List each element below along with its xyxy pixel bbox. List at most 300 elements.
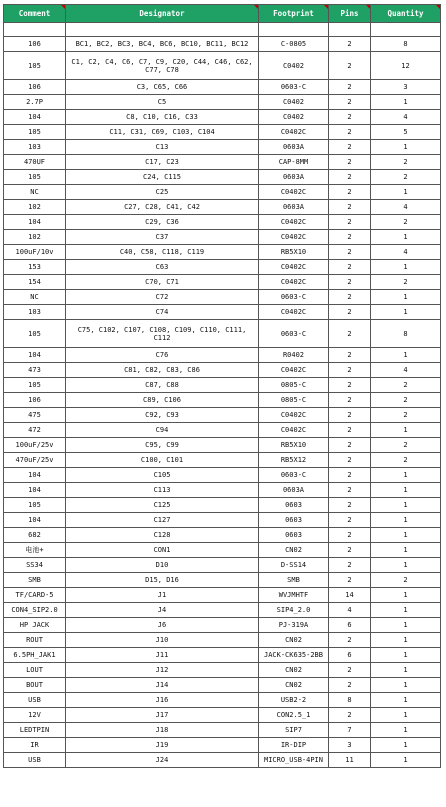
quantity-cell[interactable]: 1 — [371, 498, 441, 513]
comment-flag-icon — [436, 5, 440, 9]
comment-cell[interactable]: 2.7P — [4, 95, 66, 110]
pins-cell[interactable]: 6 — [329, 618, 371, 633]
table-row — [4, 363, 441, 378]
pins-cell[interactable]: 2 — [329, 558, 371, 573]
pins-cell[interactable]: 2 — [329, 170, 371, 185]
designator-cell[interactable]: D15, D16 — [66, 573, 259, 588]
quantity-cell[interactable]: 2 — [371, 453, 441, 468]
pins-cell[interactable]: 2 — [329, 215, 371, 230]
quantity-cell[interactable]: 1 — [371, 185, 441, 200]
comment-cell[interactable]: 470uF/25v — [4, 453, 66, 468]
table-row — [4, 468, 441, 483]
table-row — [4, 483, 441, 498]
quantity-cell[interactable]: 1 — [371, 618, 441, 633]
quantity-cell[interactable]: 1 — [371, 305, 441, 320]
pins-cell[interactable]: 2 — [329, 200, 371, 215]
pins-cell[interactable]: 2 — [329, 320, 371, 348]
quantity-cell[interactable]: 8 — [371, 320, 441, 348]
comment-cell[interactable]: USB — [4, 693, 66, 708]
footprint-cell[interactable]: CAP-8MM — [259, 155, 329, 170]
pins-cell[interactable]: 2 — [329, 245, 371, 260]
table-row — [4, 378, 441, 393]
table-row — [4, 438, 441, 453]
table-row — [4, 305, 441, 320]
designator-cell[interactable]: J4 — [66, 603, 259, 618]
footprint-cell[interactable]: C0402C — [259, 230, 329, 245]
table-row — [4, 245, 441, 260]
comment-flag-icon — [324, 5, 328, 9]
comment-cell[interactable]: 电池+ — [4, 543, 66, 558]
blank-row — [4, 23, 441, 37]
footprint-cell[interactable]: JACK-CK635-2BB — [259, 648, 329, 663]
table-row — [4, 633, 441, 648]
footprint-cell[interactable]: PJ-319A — [259, 618, 329, 633]
designator-cell[interactable]: C17, C23 — [66, 155, 259, 170]
comment-cell[interactable]: 105 — [4, 170, 66, 185]
quantity-cell[interactable]: 1 — [371, 738, 441, 753]
quantity-cell[interactable]: 1 — [371, 663, 441, 678]
pins-cell[interactable]: 2 — [329, 708, 371, 723]
table-row — [4, 215, 441, 230]
table-row — [4, 275, 441, 290]
quantity-cell[interactable]: 1 — [371, 753, 441, 768]
footprint-cell[interactable]: C0402 — [259, 95, 329, 110]
pins-cell[interactable]: 2 — [329, 543, 371, 558]
table-row — [4, 320, 441, 348]
quantity-cell[interactable]: 1 — [371, 708, 441, 723]
quantity-cell[interactable]: 1 — [371, 528, 441, 543]
quantity-cell[interactable]: 1 — [371, 603, 441, 618]
comment-cell[interactable]: USB — [4, 753, 66, 768]
designator-cell[interactable]: C3, C65, C66 — [66, 80, 259, 95]
quantity-cell[interactable]: 1 — [371, 140, 441, 155]
cell[interactable] — [329, 23, 371, 37]
designator-cell[interactable]: D10 — [66, 558, 259, 573]
designator-cell[interactable]: C72 — [66, 290, 259, 305]
comment-cell[interactable]: 105 — [4, 378, 66, 393]
comment-cell[interactable]: 473 — [4, 363, 66, 378]
comment-cell[interactable]: 475 — [4, 408, 66, 423]
quantity-cell[interactable]: 2 — [371, 215, 441, 230]
quantity-cell[interactable]: 2 — [371, 408, 441, 423]
footprint-cell[interactable]: CN02 — [259, 678, 329, 693]
pins-cell[interactable]: 2 — [329, 125, 371, 140]
designator-cell[interactable]: C70, C71 — [66, 275, 259, 290]
designator-cell[interactable]: BC1, BC2, BC3, BC4, BC6, BC10, BC11, BC12 — [66, 37, 259, 52]
pins-cell[interactable]: 2 — [329, 230, 371, 245]
footprint-cell[interactable]: SIP7 — [259, 723, 329, 738]
table-row — [4, 558, 441, 573]
designator-cell[interactable]: J24 — [66, 753, 259, 768]
header-footprint[interactable]: Footprint — [259, 5, 329, 23]
footprint-cell[interactable]: C0402C — [259, 260, 329, 275]
comment-cell[interactable]: 103 — [4, 305, 66, 320]
pins-cell[interactable]: 2 — [329, 573, 371, 588]
footprint-cell[interactable]: RB5X10 — [259, 245, 329, 260]
footprint-cell[interactable]: 0603-C — [259, 80, 329, 95]
pins-cell[interactable]: 2 — [329, 453, 371, 468]
designator-cell[interactable]: C8, C10, C16, C33 — [66, 110, 259, 125]
comment-cell[interactable]: ROUT — [4, 633, 66, 648]
comment-cell[interactable]: 102 — [4, 230, 66, 245]
comment-cell[interactable]: HP JACK — [4, 618, 66, 633]
designator-cell[interactable]: J19 — [66, 738, 259, 753]
table-row — [4, 648, 441, 663]
quantity-cell[interactable]: 1 — [371, 648, 441, 663]
pins-cell[interactable]: 2 — [329, 52, 371, 80]
comment-cell[interactable]: 470UF — [4, 155, 66, 170]
table-row — [4, 588, 441, 603]
comment-cell[interactable]: 154 — [4, 275, 66, 290]
footprint-cell[interactable]: USB2-2 — [259, 693, 329, 708]
table-row — [4, 37, 441, 52]
designator-cell[interactable]: C87, C88 — [66, 378, 259, 393]
comment-cell[interactable]: NC — [4, 185, 66, 200]
footprint-cell[interactable]: C0402 — [259, 110, 329, 125]
footprint-cell[interactable]: SMB — [259, 573, 329, 588]
table-row — [4, 140, 441, 155]
designator-cell[interactable]: C81, C82, C83, C86 — [66, 363, 259, 378]
quantity-cell[interactable]: 1 — [371, 468, 441, 483]
comment-cell[interactable]: 104 — [4, 110, 66, 125]
table-row — [4, 95, 441, 110]
comment-cell[interactable]: 104 — [4, 513, 66, 528]
designator-cell[interactable]: C40, C58, C118, C119 — [66, 245, 259, 260]
quantity-cell[interactable]: 2 — [371, 378, 441, 393]
footprint-cell[interactable]: D-SS14 — [259, 558, 329, 573]
designator-cell[interactable]: C75, C102, C107, C108, C109, C110, C111, C112 — [66, 320, 259, 348]
table-row — [4, 513, 441, 528]
table-row — [4, 618, 441, 633]
quantity-cell[interactable]: 2 — [371, 275, 441, 290]
bom-table — [3, 4, 441, 768]
table-row — [4, 693, 441, 708]
cell[interactable] — [371, 23, 441, 37]
footprint-cell[interactable]: RB5X10 — [259, 438, 329, 453]
quantity-cell[interactable]: 1 — [371, 588, 441, 603]
designator-cell[interactable]: C74 — [66, 305, 259, 320]
comment-cell[interactable]: 472 — [4, 423, 66, 438]
quantity-cell[interactable]: 1 — [371, 693, 441, 708]
comment-cell[interactable]: SMB — [4, 573, 66, 588]
table-row — [4, 603, 441, 618]
pins-cell[interactable]: 2 — [329, 408, 371, 423]
table-row — [4, 200, 441, 215]
designator-cell[interactable]: C29, C36 — [66, 215, 259, 230]
designator-cell[interactable]: C92, C93 — [66, 408, 259, 423]
designator-cell[interactable]: J1 — [66, 588, 259, 603]
table-row — [4, 52, 441, 80]
comment-cell[interactable]: 104 — [4, 468, 66, 483]
designator-cell[interactable]: J12 — [66, 663, 259, 678]
quantity-cell[interactable]: 1 — [371, 543, 441, 558]
quantity-cell[interactable]: 1 — [371, 558, 441, 573]
pins-cell[interactable]: 2 — [329, 483, 371, 498]
comment-cell[interactable]: 100uF/25v — [4, 438, 66, 453]
table-row — [4, 80, 441, 95]
table-row — [4, 408, 441, 423]
designator-cell[interactable]: C27, C28, C41, C42 — [66, 200, 259, 215]
header-comment[interactable]: Comment — [4, 5, 66, 23]
comment-cell[interactable]: 106 — [4, 393, 66, 408]
footprint-cell[interactable]: CON2.5_1 — [259, 708, 329, 723]
table-row — [4, 290, 441, 305]
footprint-cell[interactable]: 0805-C — [259, 378, 329, 393]
comment-cell[interactable]: 105 — [4, 52, 66, 80]
footprint-cell[interactable]: CN02 — [259, 663, 329, 678]
footprint-cell[interactable]: C0402C — [259, 275, 329, 290]
footprint-cell[interactable]: 0603A — [259, 140, 329, 155]
table-row — [4, 708, 441, 723]
designator-cell[interactable]: C100, C101 — [66, 453, 259, 468]
footprint-cell[interactable]: R0402 — [259, 348, 329, 363]
designator-cell[interactable]: C24, C115 — [66, 170, 259, 185]
pins-cell[interactable]: 2 — [329, 663, 371, 678]
table-row — [4, 678, 441, 693]
footprint-cell[interactable]: MICRO_USB-4PIN — [259, 753, 329, 768]
footprint-cell[interactable]: C0402C — [259, 305, 329, 320]
designator-cell[interactable]: J6 — [66, 618, 259, 633]
pins-cell[interactable]: 2 — [329, 633, 371, 648]
comment-cell[interactable]: 104 — [4, 348, 66, 363]
table-row — [4, 723, 441, 738]
quantity-cell[interactable]: 2 — [371, 393, 441, 408]
comment-cell[interactable]: 103 — [4, 140, 66, 155]
cell[interactable] — [66, 23, 259, 37]
designator-cell[interactable]: J18 — [66, 723, 259, 738]
footprint-cell[interactable]: C0402C — [259, 408, 329, 423]
designator-cell[interactable]: C89, C106 — [66, 393, 259, 408]
comment-cell[interactable]: 6.5PH_JAK1 — [4, 648, 66, 663]
designator-cell[interactable]: C25 — [66, 185, 259, 200]
comment-cell[interactable]: CON4_SIP2.0 — [4, 603, 66, 618]
table-row — [4, 185, 441, 200]
footprint-cell[interactable]: 0603-C — [259, 468, 329, 483]
designator-cell[interactable]: C105 — [66, 468, 259, 483]
quantity-cell[interactable]: 1 — [371, 423, 441, 438]
comment-cell[interactable]: 104 — [4, 483, 66, 498]
table-row — [4, 453, 441, 468]
designator-cell[interactable]: C1, C2, C4, C6, C7, C9, C20, C44, C46, C62, C77, C78 — [66, 52, 259, 80]
pins-cell[interactable]: 2 — [329, 140, 371, 155]
quantity-cell[interactable]: 2 — [371, 155, 441, 170]
comment-cell[interactable]: NC — [4, 290, 66, 305]
designator-cell[interactable]: C63 — [66, 260, 259, 275]
footprint-cell[interactable]: 0603A — [259, 483, 329, 498]
quantity-cell[interactable]: 4 — [371, 245, 441, 260]
comment-cell[interactable]: 12V — [4, 708, 66, 723]
pins-cell[interactable]: 2 — [329, 155, 371, 170]
pins-cell[interactable]: 2 — [329, 37, 371, 52]
pins-cell[interactable]: 2 — [329, 498, 371, 513]
designator-cell[interactable]: C127 — [66, 513, 259, 528]
quantity-cell[interactable]: 1 — [371, 723, 441, 738]
pins-cell[interactable]: 2 — [329, 393, 371, 408]
footprint-cell[interactable]: C0402 — [259, 52, 329, 80]
table-row — [4, 498, 441, 513]
table-row — [4, 170, 441, 185]
quantity-cell[interactable]: 4 — [371, 110, 441, 125]
footprint-cell[interactable]: CN02 — [259, 543, 329, 558]
comment-cell[interactable]: 100uF/10v — [4, 245, 66, 260]
table-row — [4, 543, 441, 558]
comment-cell[interactable]: 102 — [4, 200, 66, 215]
footprint-cell[interactable]: C-0805 — [259, 37, 329, 52]
comment-cell[interactable]: 105 — [4, 125, 66, 140]
table-row — [4, 393, 441, 408]
designator-cell[interactable]: J16 — [66, 693, 259, 708]
pins-cell[interactable]: 2 — [329, 110, 371, 125]
quantity-cell[interactable]: 1 — [371, 348, 441, 363]
pins-cell[interactable]: 2 — [329, 348, 371, 363]
comment-cell[interactable]: 106 — [4, 37, 66, 52]
bom-body — [4, 23, 441, 768]
footprint-cell[interactable]: WVJMHTF — [259, 588, 329, 603]
comment-cell[interactable]: SS34 — [4, 558, 66, 573]
table-row — [4, 260, 441, 275]
bom-sheet — [3, 4, 440, 768]
comment-cell[interactable]: 104 — [4, 215, 66, 230]
pins-cell[interactable]: 3 — [329, 738, 371, 753]
pins-cell[interactable]: 11 — [329, 753, 371, 768]
comment-cell[interactable]: LEDTPIN — [4, 723, 66, 738]
table-row — [4, 573, 441, 588]
pins-cell[interactable]: 6 — [329, 648, 371, 663]
table-row — [4, 753, 441, 768]
pins-cell[interactable]: 2 — [329, 438, 371, 453]
quantity-cell[interactable]: 2 — [371, 170, 441, 185]
quantity-cell[interactable]: 1 — [371, 260, 441, 275]
footprint-cell[interactable]: C0402C — [259, 363, 329, 378]
footprint-cell[interactable]: SIP4_2.0 — [259, 603, 329, 618]
comment-cell[interactable]: BOUT — [4, 678, 66, 693]
table-row — [4, 423, 441, 438]
quantity-cell[interactable]: 1 — [371, 513, 441, 528]
pins-cell[interactable]: 8 — [329, 693, 371, 708]
header-designator[interactable]: Designator — [66, 5, 259, 23]
designator-cell[interactable]: C128 — [66, 528, 259, 543]
designator-cell[interactable]: C13 — [66, 140, 259, 155]
quantity-cell[interactable]: 5 — [371, 125, 441, 140]
pins-cell[interactable]: 2 — [329, 378, 371, 393]
quantity-cell[interactable]: 3 — [371, 80, 441, 95]
cell[interactable] — [4, 23, 66, 37]
comment-cell[interactable]: TF/CARD-5 — [4, 588, 66, 603]
designator-cell[interactable]: C11, C31, C69, C103, C104 — [66, 125, 259, 140]
footprint-cell[interactable]: C0402C — [259, 423, 329, 438]
comment-cell[interactable]: 106 — [4, 80, 66, 95]
table-row — [4, 155, 441, 170]
pins-cell[interactable]: 2 — [329, 95, 371, 110]
pins-cell[interactable]: 7 — [329, 723, 371, 738]
comment-flag-icon — [61, 5, 65, 9]
quantity-cell[interactable]: 4 — [371, 363, 441, 378]
header-row — [4, 5, 441, 23]
footprint-cell[interactable]: 0603 — [259, 528, 329, 543]
footprint-cell[interactable]: 0603-C — [259, 320, 329, 348]
pins-cell[interactable]: 2 — [329, 363, 371, 378]
comment-cell[interactable]: 153 — [4, 260, 66, 275]
quantity-cell[interactable]: 1 — [371, 633, 441, 648]
designator-cell[interactable]: J17 — [66, 708, 259, 723]
comment-cell[interactable]: 682 — [4, 528, 66, 543]
footprint-cell[interactable]: RB5X12 — [259, 453, 329, 468]
footprint-cell[interactable]: C0402C — [259, 215, 329, 230]
pins-cell[interactable]: 2 — [329, 275, 371, 290]
footprint-cell[interactable]: C0402C — [259, 185, 329, 200]
header-pins[interactable]: Pins — [329, 5, 371, 23]
footprint-cell[interactable]: 0603 — [259, 498, 329, 513]
footprint-cell[interactable]: C0402C — [259, 125, 329, 140]
pins-cell[interactable]: 2 — [329, 290, 371, 305]
quantity-cell[interactable]: 1 — [371, 95, 441, 110]
comment-flag-icon — [254, 5, 258, 9]
quantity-cell[interactable]: 2 — [371, 438, 441, 453]
footprint-cell[interactable]: 0805-C — [259, 393, 329, 408]
designator-cell[interactable]: J10 — [66, 633, 259, 648]
designator-cell[interactable]: CON1 — [66, 543, 259, 558]
designator-cell[interactable]: J14 — [66, 678, 259, 693]
designator-cell[interactable]: C95, C99 — [66, 438, 259, 453]
designator-cell[interactable]: C94 — [66, 423, 259, 438]
comment-cell[interactable]: LOUT — [4, 663, 66, 678]
designator-cell[interactable]: C5 — [66, 95, 259, 110]
table-row — [4, 110, 441, 125]
pins-cell[interactable]: 4 — [329, 603, 371, 618]
comment-cell[interactable]: 105 — [4, 498, 66, 513]
header-quantity[interactable]: Quantity — [371, 5, 441, 23]
quantity-cell[interactable]: 2 — [371, 573, 441, 588]
footprint-cell[interactable]: 0603 — [259, 513, 329, 528]
footprint-cell[interactable]: CN02 — [259, 633, 329, 648]
designator-cell[interactable]: J11 — [66, 648, 259, 663]
designator-cell[interactable]: C113 — [66, 483, 259, 498]
pins-cell[interactable]: 2 — [329, 260, 371, 275]
pins-cell[interactable]: 2 — [329, 528, 371, 543]
quantity-cell[interactable]: 1 — [371, 290, 441, 305]
quantity-cell[interactable]: 1 — [371, 483, 441, 498]
quantity-cell[interactable]: 4 — [371, 200, 441, 215]
table-row — [4, 738, 441, 753]
footprint-cell[interactable]: 0603-C — [259, 290, 329, 305]
table-row — [4, 230, 441, 245]
designator-cell[interactable]: C125 — [66, 498, 259, 513]
cell[interactable] — [259, 23, 329, 37]
pins-cell[interactable]: 2 — [329, 423, 371, 438]
quantity-cell[interactable]: 12 — [371, 52, 441, 80]
pins-cell[interactable]: 14 — [329, 588, 371, 603]
pins-cell[interactable]: 2 — [329, 513, 371, 528]
footprint-cell[interactable]: 0603A — [259, 170, 329, 185]
pins-cell[interactable]: 2 — [329, 80, 371, 95]
comment-cell[interactable]: 105 — [4, 320, 66, 348]
comment-flag-icon — [366, 5, 370, 9]
pins-cell[interactable]: 2 — [329, 305, 371, 320]
quantity-cell[interactable]: 1 — [371, 230, 441, 245]
pins-cell[interactable]: 2 — [329, 468, 371, 483]
comment-cell[interactable]: IR — [4, 738, 66, 753]
designator-cell[interactable]: C76 — [66, 348, 259, 363]
quantity-cell[interactable]: 8 — [371, 37, 441, 52]
designator-cell[interactable]: C37 — [66, 230, 259, 245]
table-row — [4, 663, 441, 678]
pins-cell[interactable]: 2 — [329, 678, 371, 693]
table-row — [4, 348, 441, 363]
quantity-cell[interactable]: 1 — [371, 678, 441, 693]
pins-cell[interactable]: 2 — [329, 185, 371, 200]
footprint-cell[interactable]: IR-DIP — [259, 738, 329, 753]
footprint-cell[interactable]: 0603A — [259, 200, 329, 215]
